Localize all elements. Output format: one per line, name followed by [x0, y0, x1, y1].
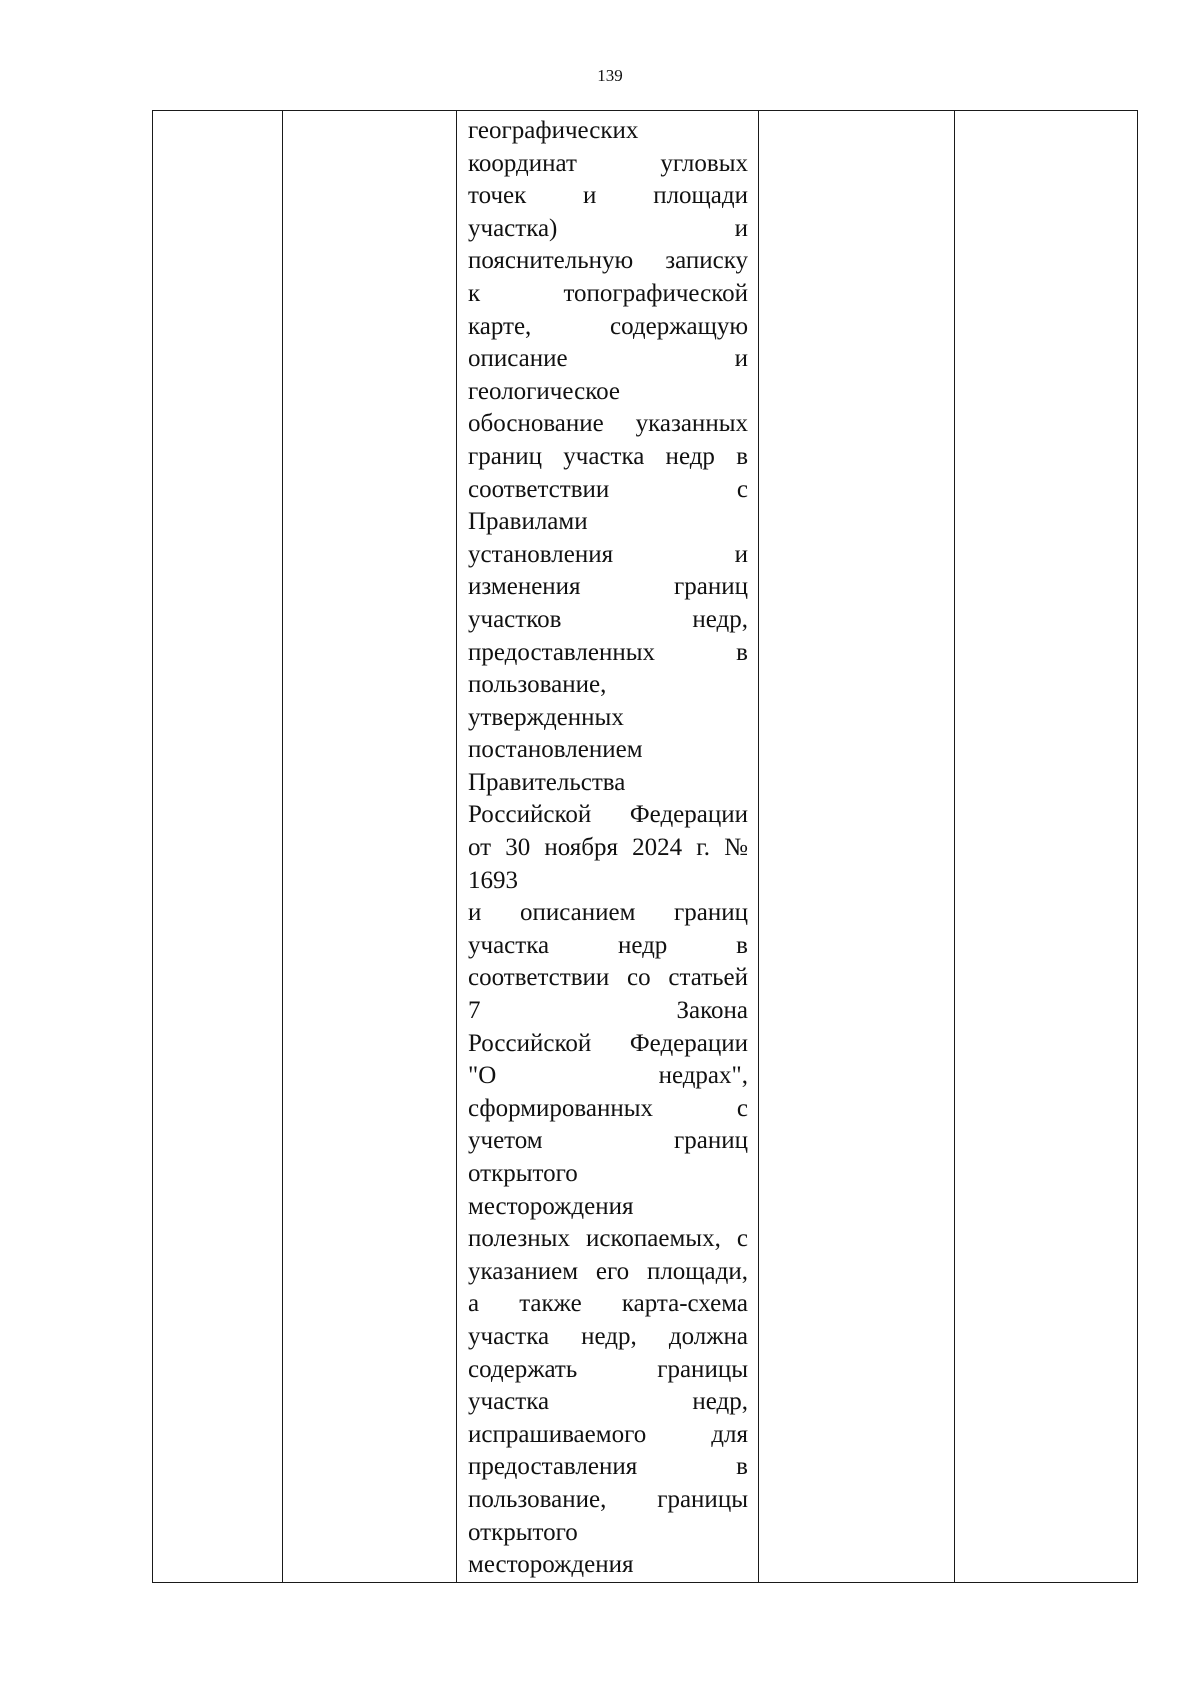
- text-line: сформированных с: [468, 1094, 748, 1122]
- text-line: содержать границы: [468, 1355, 748, 1383]
- text-line: месторождения: [468, 1551, 634, 1579]
- table-cell-col-3: [457, 111, 759, 1583]
- text-line: Российской Федерации: [468, 801, 748, 829]
- text-line: открытого: [468, 1160, 578, 1187]
- text-line: участка недр, должна: [468, 1322, 748, 1350]
- page-number: 139: [597, 66, 623, 85]
- text-line: установления и: [468, 540, 748, 568]
- text-line: географических: [468, 117, 639, 144]
- text-line: соответствии с: [468, 475, 748, 503]
- document-table: [152, 110, 1138, 1583]
- text-line: участка недр,: [468, 1388, 748, 1416]
- text-line: указанием его площади,: [468, 1257, 748, 1285]
- cell-text-block: [457, 111, 758, 1582]
- text-line: 7 Закона: [468, 997, 748, 1025]
- text-line: а также карта-схема: [468, 1290, 748, 1318]
- text-line: обоснование указанных: [468, 410, 748, 438]
- text-line: от 30 ноября 2024 г. №: [468, 834, 748, 862]
- table-cell-col-2: [283, 111, 457, 1583]
- text-line: геологическое: [468, 377, 620, 405]
- text-line: предоставленных в: [468, 638, 748, 666]
- text-line: Правительства: [468, 768, 626, 796]
- text-line: описание и: [468, 345, 748, 373]
- text-line: пояснительную записку: [468, 247, 748, 275]
- text-line: участка) и: [468, 214, 748, 242]
- text-line: участка недр в: [468, 931, 748, 959]
- text-line: полезных ископаемых, с: [468, 1225, 748, 1253]
- text-line: учетом границ: [468, 1127, 748, 1155]
- text-line: предоставления в: [468, 1453, 748, 1481]
- text-line: границ участка недр в: [468, 442, 748, 470]
- text-line: карте, содержащую: [468, 312, 748, 340]
- text-line: Российской Федерации: [468, 1029, 748, 1057]
- text-line: участков недр,: [468, 605, 748, 633]
- text-line: и описанием границ: [468, 899, 748, 927]
- text-line: к топографической: [468, 279, 748, 307]
- text-line: изменения границ: [468, 573, 748, 601]
- text-line: Правилами: [468, 508, 588, 536]
- text-line: утвержденных: [468, 703, 624, 731]
- table-cell-col-4: [759, 111, 955, 1583]
- text-line: координат угловых: [468, 149, 748, 177]
- table-cell-col-1: [153, 111, 283, 1583]
- text-line: открытого: [468, 1518, 578, 1546]
- table-row: [153, 111, 1138, 1583]
- table-cell-col-5: [955, 111, 1138, 1583]
- text-line: точек и площади: [468, 182, 748, 210]
- text-line: постановлением: [468, 736, 643, 764]
- text-line: соответствии со статьей: [468, 964, 748, 992]
- text-line: месторождения: [468, 1192, 634, 1220]
- text-line: испрашиваемого для: [468, 1420, 748, 1448]
- text-line: пользование,: [468, 671, 607, 699]
- text-line: пользование, границы: [468, 1485, 748, 1513]
- text-line: 1693: [468, 866, 518, 894]
- text-line: "О недрах",: [468, 1062, 748, 1090]
